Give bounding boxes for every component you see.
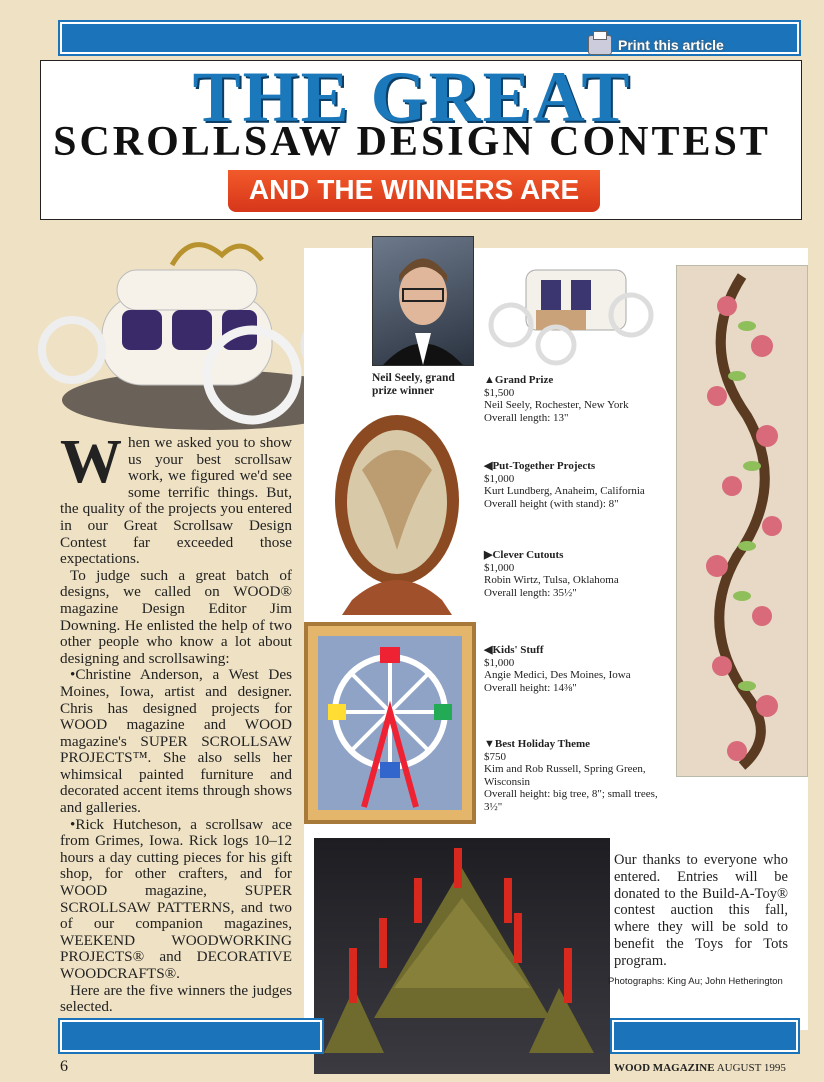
paragraph-2: To judge such a great batch of designs, we called on WOOD® magazine Design Editor Jim Downing. He enlisted the help of two other people who know a lot about designing and scrollsawing: xyxy=(60,566,292,667)
winner-name: Kurt Lundberg, Anaheim, California xyxy=(484,485,645,497)
footer xyxy=(614,1062,786,1074)
photo-credit: Photographs: King Au; John Hetherington xyxy=(608,976,783,987)
paragraph-4: •Rick Hutcheson, a scrollsaw ace from Grimes, Iowa. Rick logs 10–12 hours a day cutting pieces for his gift shop, for other crafters, and for WOOD magazine, SUPER SCROLLSAW PATTERNS, and two of our companion magazines, WEEKEND WOODWORKING PROJECTS® and DECORATIVE WOODCRAFTS®. xyxy=(60,815,292,982)
winner-put-together xyxy=(484,460,674,510)
portrait-caption xyxy=(372,372,472,398)
title-line2: SCROLLSAW DESIGN CONTEST xyxy=(53,119,771,165)
winner-prize: $1,000 xyxy=(484,561,515,574)
winner-category: ▶Clever Cutouts xyxy=(484,549,564,561)
paragraph-5: Here are the five winners the judges selected. xyxy=(60,981,292,1016)
winner-kids-stuff xyxy=(484,644,674,694)
winner-holiday-theme xyxy=(484,738,666,813)
winner-name: Robin Wirtz, Tulsa, Oklahoma xyxy=(484,574,619,586)
print-article-label: Print this article xyxy=(618,37,724,53)
portrait-figure xyxy=(373,237,473,365)
winner-prize: $750 xyxy=(484,750,506,763)
vine-graphic xyxy=(677,266,807,776)
winner-clever-cutouts xyxy=(484,549,674,599)
grand-prize-photo xyxy=(486,240,656,370)
winner-size: Overall height (with stand): 8" xyxy=(484,497,619,510)
article-body xyxy=(60,428,292,1016)
vine-cutout-photo xyxy=(676,265,808,777)
winners-banner xyxy=(228,170,600,212)
winner-name: Angie Medici, Des Moines, Iowa xyxy=(484,669,631,681)
winner-size: Overall length: 35½" xyxy=(484,586,577,599)
winner-prize: $1,000 xyxy=(484,656,515,669)
winner-size: Overall height: big tree, 8"; small trees, 3½" xyxy=(484,788,658,813)
paragraph-1 xyxy=(60,428,292,568)
thanks-text: Our thanks to everyone who entered. Entries will be donated to the Build-A-Toy® contest auction this fall, where they will be sold to benefit the Toys for Tots program. xyxy=(614,852,788,969)
paragraph-1-text: hen we asked you to show us your best scrollsaw work, we figured we'd see some terrific things. But, the quality of the projects you entered in our Great Scrollsaw Design Contest far exceeded those expectations. xyxy=(60,434,292,568)
page-number: 6 xyxy=(60,1058,68,1075)
winner-prize: $1,000 xyxy=(484,472,515,485)
winner-category: ▲Grand Prize xyxy=(484,374,554,386)
christmas-trees-photo xyxy=(314,838,610,1074)
printer-icon xyxy=(588,35,612,55)
winner-category: ▼Best Holiday Theme xyxy=(484,738,591,750)
drop-cap: W xyxy=(60,428,122,496)
portrait-photo xyxy=(372,236,474,366)
footer-magazine: WOOD MAGAZINE xyxy=(614,1062,715,1074)
winner-name: Kim and Rob Russell, Spring Green, Wisconsin xyxy=(484,763,646,788)
egg-scrollwork-photo xyxy=(322,410,472,620)
ferris-wheel-photo xyxy=(304,622,476,824)
footer-issue: AUGUST 1995 xyxy=(716,1062,786,1074)
paragraph-3: •Christine Anderson, a West Des Moines, Iowa, artist and designer. Chris has designed projects for WOOD magazine and WOOD magazine's SUPER SCROLLSAW PROJECTS™. She also sells her whimsical painted furniture and decorated accent items through shows and galleries. xyxy=(60,666,292,817)
winner-size: Overall height: 14⅜" xyxy=(484,681,577,694)
winner-grand-prize xyxy=(484,374,674,424)
bottom-blue-bar-right xyxy=(612,1020,798,1052)
portrait-caption-line2: prize winner xyxy=(372,385,435,397)
title-line3: AND THE WINNERS ARE xyxy=(248,174,580,205)
title-line1: THE GREAT xyxy=(192,57,632,137)
print-article-button[interactable] xyxy=(588,33,724,57)
winner-size: Overall length: 13" xyxy=(484,411,569,424)
winner-category: ◀Kids' Stuff xyxy=(484,644,544,656)
portrait-caption-line1: Neil Seely, grand xyxy=(372,372,455,384)
winner-category: ◀Put-Together Projects xyxy=(484,460,596,472)
winner-name: Neil Seely, Rochester, New York xyxy=(484,399,629,411)
winner-prize: $1,500 xyxy=(484,386,515,399)
trees-graphic xyxy=(314,838,610,1074)
bottom-blue-bar-left xyxy=(60,1020,322,1052)
